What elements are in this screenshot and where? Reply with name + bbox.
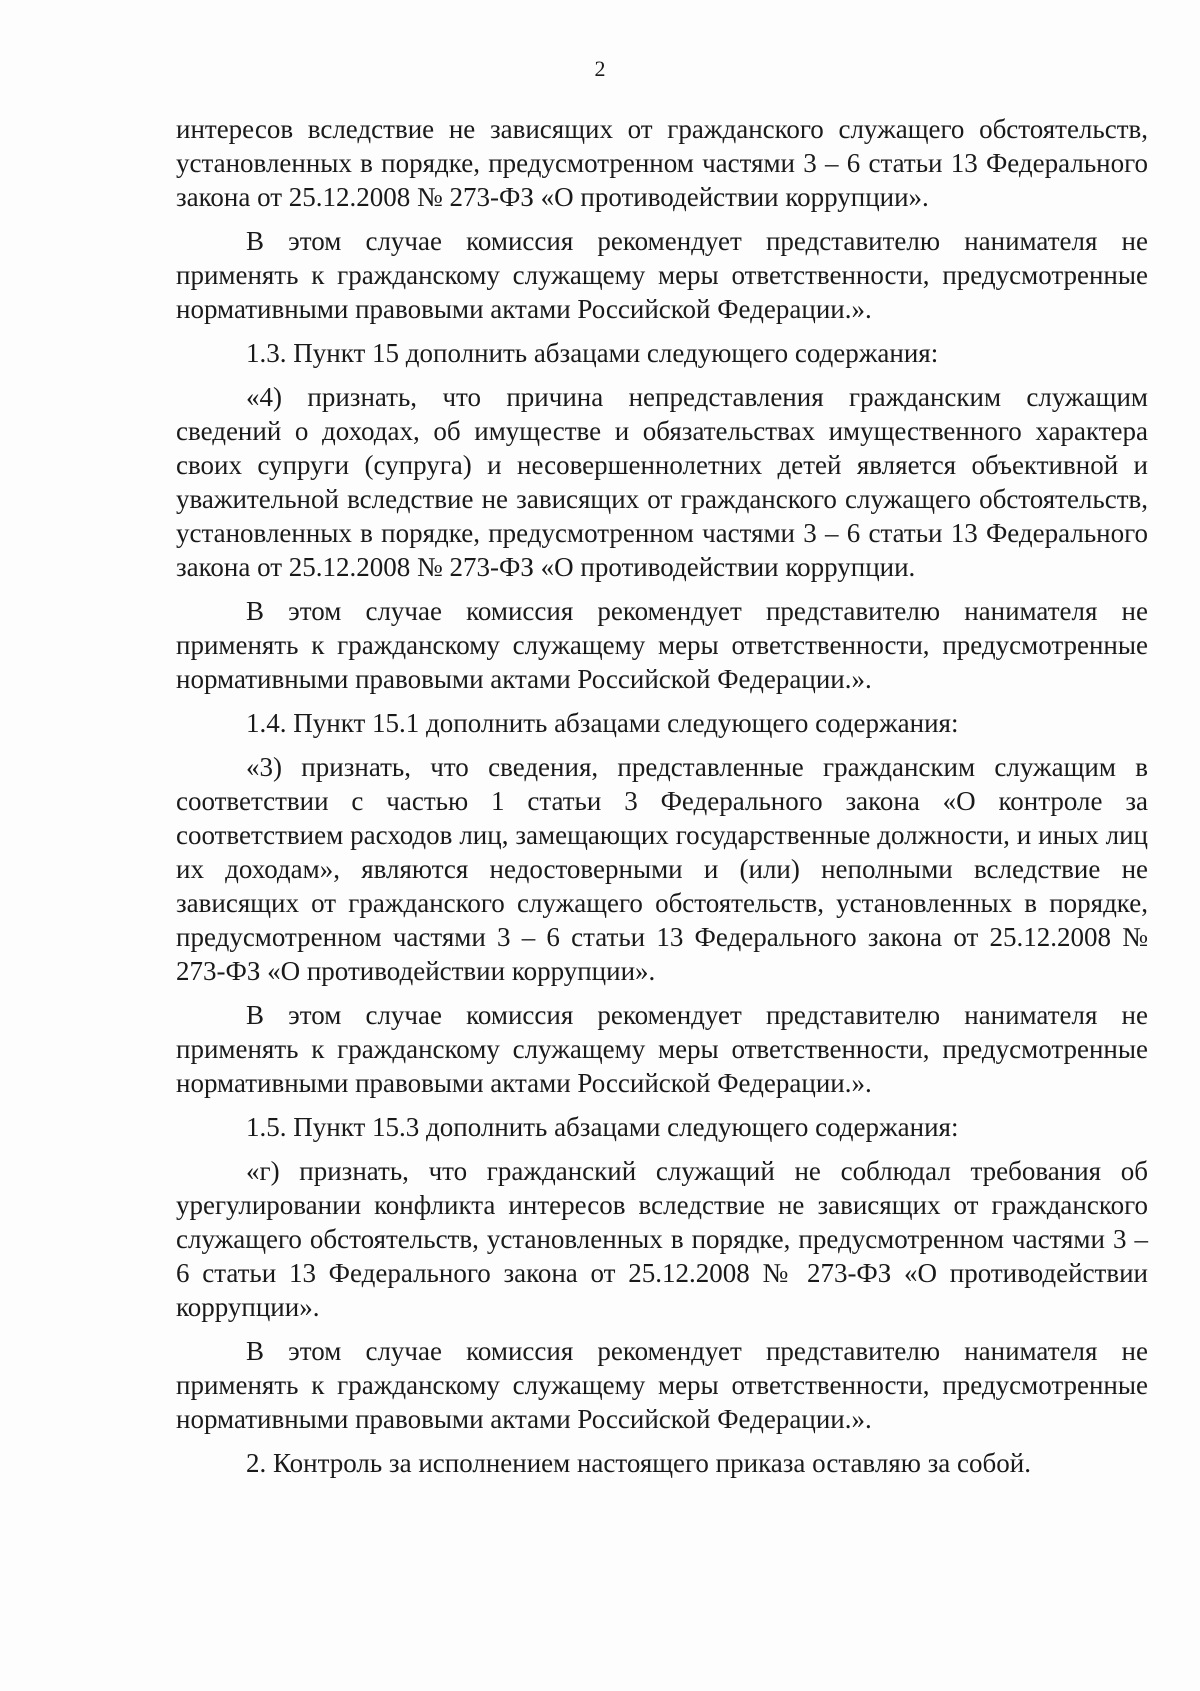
paragraph-continuation: интересов вследствие не зависящих от гражданского служащего обстоятельств, установленных в порядке, предусмотренном частями 3 – 6 статьи 13 Федерального закона от 25.12.2008 № 273-ФЗ «О противодействии коррупции». — [176, 114, 1148, 212]
paragraph-commission-recommendation-1: В этом случае комиссия рекомендует представителю нанимателя не применять к гражданскому служащему меры ответственности, предусмотренные нормативными правовыми актами Российской Федерации.». — [176, 226, 1148, 324]
paragraph-subitem-g: «г) признать, что гражданский служащий не соблюдал требования об урегулировании конфликта интересов вследствие не зависящих от гражданского служащего обстоятельств, установленных в порядке, предусмотренном частями 3 – 6 статьи 13 Федерального закона от 25.12.2008 № 273-ФЗ «О противодействии коррупции». — [176, 1156, 1148, 1322]
paragraph-item-1-4: 1.4. Пункт 15.1 дополнить абзацами следующего содержания: — [246, 708, 959, 738]
paragraph-commission-recommendation-2: В этом случае комиссия рекомендует представителю нанимателя не применять к гражданскому служащему меры ответственности, предусмотренные нормативными правовыми актами Российской Федерации.». — [176, 596, 1148, 694]
paragraph-subitem-3: «3) признать, что сведения, представленные гражданским служащим в соответствии с частью 1 статьи 3 Федерального закона «О контроле за соответствием расходов лиц, замещающих государственные должности, и иных лиц их доходам», являются недостоверными и (или) неполными вследствие не зависящих от гражданского служащего обстоятельств, установленных в порядке, предусмотренном частями 3 – 6 статьи 13 Федерального закона от 25.12.2008 № 273-ФЗ «О противодействии коррупции». — [176, 752, 1148, 986]
paragraph-commission-recommendation-3: В этом случае комиссия рекомендует представителю нанимателя не применять к гражданскому служащему меры ответственности, предусмотренные нормативными правовыми актами Российской Федерации.». — [176, 1000, 1148, 1098]
paragraph-item-2-control: 2. Контроль за исполнением настоящего приказа оставляю за собой. — [246, 1448, 1031, 1478]
paragraph-item-1-5: 1.5. Пункт 15.3 дополнить абзацами следующего содержания: — [246, 1112, 959, 1142]
page-number: 2 — [594, 56, 606, 81]
document-body — [176, 112, 1148, 1490]
paragraph-subitem-4: «4) признать, что причина непредставления гражданским служащим сведений о доходах, об имуществе и обязательствах имущественного характера своих супруги (супруга) и несовершеннолетних детей является объективной и уважительной вследствие не зависящих от гражданского служащего обстоятельств, установленных в порядке, предусмотренном частями 3 – 6 статьи 13 Федерального закона от 25.12.2008 № 273-ФЗ «О противодействии коррупции. — [176, 382, 1148, 582]
paragraph-commission-recommendation-4: В этом случае комиссия рекомендует представителю нанимателя не применять к гражданскому служащему меры ответственности, предусмотренные нормативными правовыми актами Российской Федерации.». — [176, 1336, 1148, 1434]
paragraph-item-1-3: 1.3. Пункт 15 дополнить абзацами следующего содержания: — [246, 338, 939, 368]
